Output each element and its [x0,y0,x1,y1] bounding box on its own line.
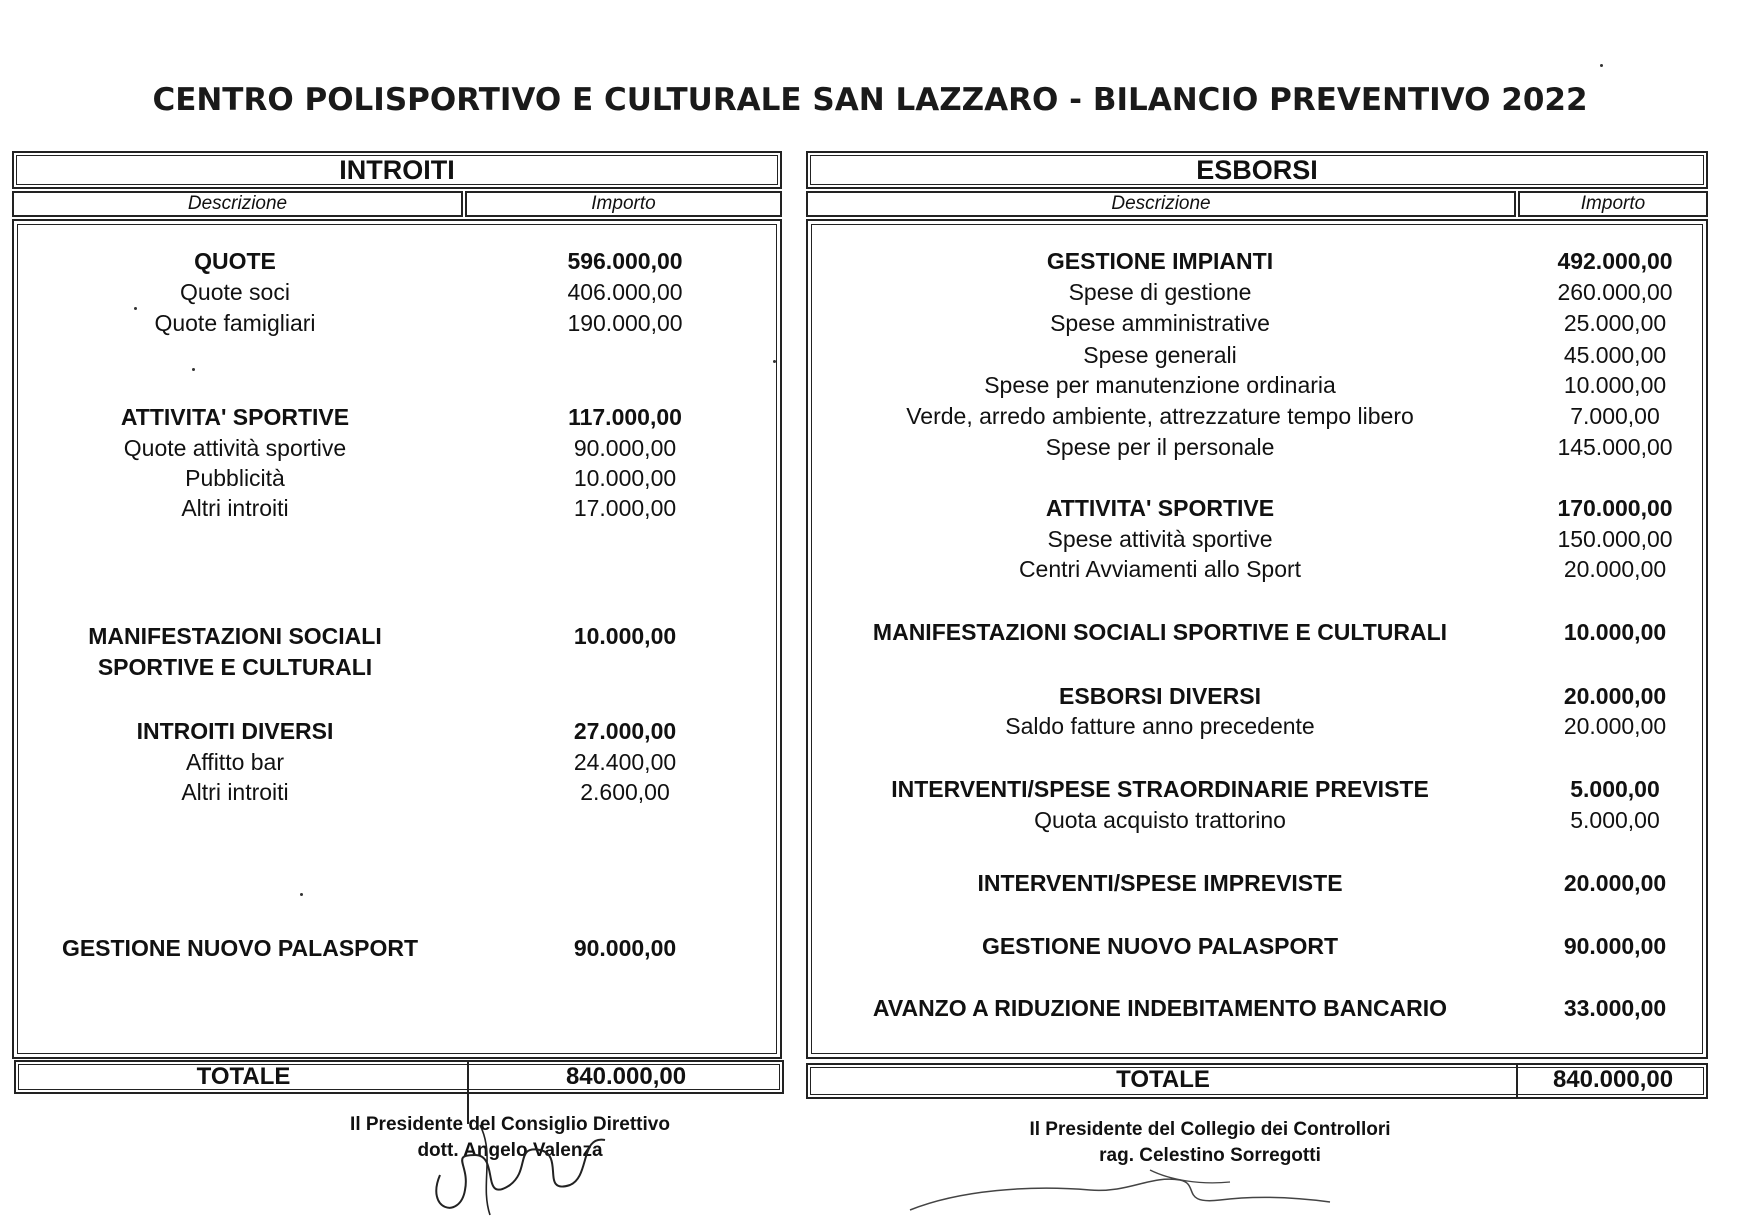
esborsi-row-amount: 145.000,00 [1557,434,1673,460]
esborsi-total-amount: 840.000,00 [1552,1066,1674,1093]
introiti-row-amount: 90.000,00 [573,435,677,461]
introiti-row-amount: 190.000,00 [567,310,683,336]
esborsi-row-amount: 90.000,00 [1563,933,1667,959]
esborsi-total-row [806,1063,1708,1099]
introiti-row-description: INTROITI DIVERSI [136,718,334,744]
esborsi-row-description: Spese generali [1083,342,1237,368]
introiti-col-desc-label: Descrizione [187,193,288,214]
introiti-col-amount [465,191,782,217]
esborsi-row-amount: 150.000,00 [1557,526,1673,552]
esborsi-row-amount: 33.000,00 [1563,995,1667,1021]
scan-speck [300,893,303,896]
introiti-row-description: Quote famigliari [154,310,316,336]
introiti-row-amount: 27.000,00 [573,718,677,744]
esborsi-row-description: Spese di gestione [1068,279,1252,305]
esborsi-row-amount: 7.000,00 [1570,403,1660,429]
esborsi-row-description: Saldo fatture anno precedente [1005,713,1315,739]
esborsi-row-amount: 5.000,00 [1570,807,1660,833]
esborsi-row-amount: 45.000,00 [1563,342,1667,368]
introiti-row-amount: 2.600,00 [580,779,670,805]
esborsi-col-desc-label: Descrizione [1111,193,1211,214]
esborsi-row-description: Verde, arredo ambiente, attrezzature tempo libero [906,403,1414,429]
esborsi-row-amount: 170.000,00 [1557,495,1673,521]
esborsi-row-description: Spese attività sportive [1047,526,1273,552]
esborsi-row-description: ESBORSI DIVERSI [1059,683,1261,709]
introiti-row-amount: 10.000,00 [573,465,677,491]
esborsi-row-description: ATTIVITA' SPORTIVE [1045,495,1275,521]
scan-speck [1600,64,1603,67]
signature-right-name: rag. Celestino Sorregotti [1099,1145,1321,1166]
introiti-row-description: Altri introiti [181,495,289,521]
scan-speck [192,368,195,371]
introiti-header [12,151,782,189]
esborsi-row-amount: 20.000,00 [1563,870,1667,896]
esborsi-header [806,151,1708,189]
introiti-row-description: Pubblicità [185,465,285,491]
esborsi-row-amount: 20.000,00 [1563,713,1667,739]
introiti-row-description: ATTIVITA' SPORTIVE [120,404,350,430]
signature-left-scribble [420,1115,620,1225]
introiti-row-description: Quote soci [180,279,290,305]
introiti-total-row [14,1060,784,1094]
introiti-header-label: INTROITI [339,155,455,185]
scan-speck [134,307,137,310]
esborsi-row-amount: 492.000,00 [1557,248,1673,274]
signature-right-scribble [900,1160,1340,1220]
introiti-col-amount-label: Importo [591,193,656,214]
esborsi-row-amount: 10.000,00 [1563,619,1667,645]
esborsi-row-description: Spese per manutenzione ordinaria [984,372,1336,398]
esborsi-row-description: Spese per il personale [1045,434,1275,460]
introiti-row-description: Altri introiti [181,779,289,805]
esborsi-row-description: Spese amministrative [1050,310,1270,336]
esborsi-row-description: Centri Avviamenti allo Sport [1018,556,1302,582]
esborsi-row-description: MANIFESTAZIONI SOCIALI SPORTIVE E CULTURALI [872,619,1448,645]
esborsi-row-amount: 20.000,00 [1563,556,1667,582]
esborsi-col-amount-label: Importo [1580,193,1646,214]
introiti-row-amount: 90.000,00 [573,935,677,961]
document-title: CENTRO POLISPORTIVO E CULTURALE SAN LAZZARO - BILANCIO PREVENTIVO 2022 [152,82,1588,118]
introiti-row-description: Affitto bar [185,749,285,775]
introiti-row-description: QUOTE [194,248,276,274]
esborsi-row-description: INTERVENTI/SPESE STRAORDINARIE PREVISTE [891,776,1429,802]
esborsi-row-description: GESTIONE IMPIANTI [1046,248,1274,274]
introiti-total-label: TOTALE [196,1063,291,1090]
esborsi-row-amount: 10.000,00 [1563,372,1667,398]
signature-right-role: Il Presidente del Collegio dei Controllori [1029,1119,1391,1140]
introiti-row-amount: 406.000,00 [567,279,683,305]
esborsi-row-description: AVANZO A RIDUZIONE INDEBITAMENTO BANCARIO [872,995,1448,1021]
introiti-row-amount: 10.000,00 [573,623,677,649]
scan-speck [773,360,776,363]
esborsi-row-amount: 5.000,00 [1570,776,1660,802]
introiti-row-description: GESTIONE NUOVO PALASPORT [61,935,419,961]
esborsi-row-description: GESTIONE NUOVO PALASPORT [981,933,1339,959]
esborsi-header-label: ESBORSI [1196,155,1318,185]
esborsi-row-amount: 25.000,00 [1563,310,1667,336]
introiti-row-description: MANIFESTAZIONI SOCIALI [88,623,382,649]
signature-left-role: Il Presidente del Consiglio Direttivo [350,1114,670,1135]
esborsi-row-amount: 20.000,00 [1563,683,1667,709]
esborsi-col-desc [806,191,1516,217]
introiti-row-amount: 596.000,00 [567,248,683,274]
esborsi-total-label: TOTALE [1116,1066,1210,1093]
introiti-row-amount: 24.400,00 [573,749,677,775]
introiti-col-desc [12,191,463,217]
signature-left-name: dott. Angelo Valenza [417,1140,603,1161]
introiti-row-description: SPORTIVE E CULTURALI [97,654,373,680]
introiti-total-amount: 840.000,00 [565,1063,687,1090]
introiti-row-amount: 117.000,00 [568,404,682,430]
esborsi-col-amount [1518,191,1708,217]
introiti-row-description: Quote attività sportive [123,435,347,461]
introiti-row-amount: 17.000,00 [573,495,677,521]
esborsi-row-amount: 260.000,00 [1557,279,1673,305]
esborsi-row-description: INTERVENTI/SPESE IMPREVISTE [977,870,1343,896]
esborsi-total-divider [1516,1063,1518,1099]
esborsi-row-description: Quota acquisto trattorino [1034,807,1286,833]
